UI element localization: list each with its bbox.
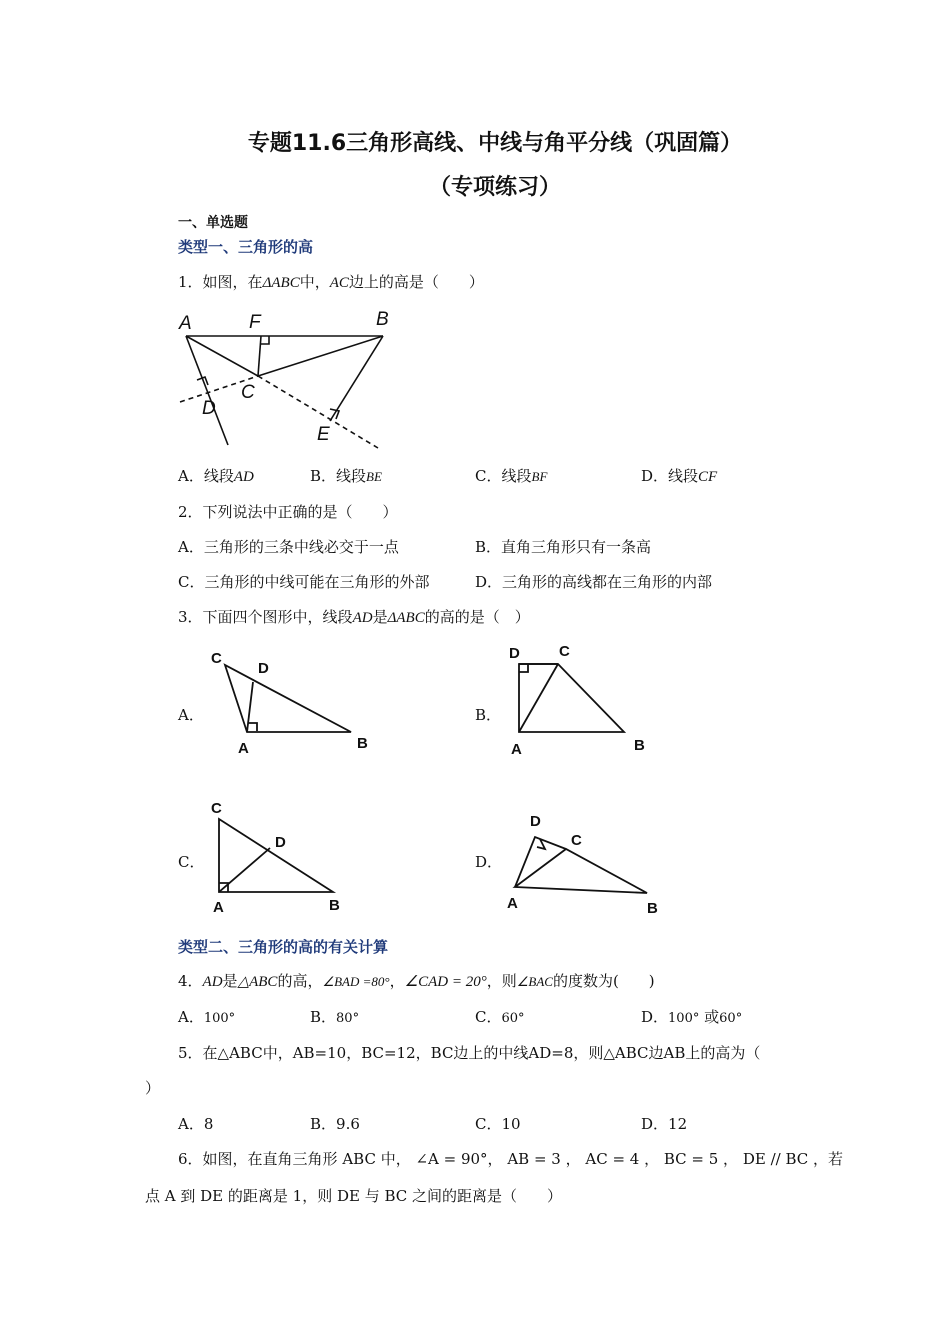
q2-option-a[interactable]: A．三角形的三条中线必交于一点 bbox=[178, 538, 399, 556]
q2-option-b[interactable]: B．直角三角形只有一条高 bbox=[475, 538, 652, 556]
question-number: 1． bbox=[178, 273, 203, 291]
figb-label-a: A bbox=[511, 741, 522, 758]
q5-option-d[interactable]: D．12 bbox=[641, 1115, 688, 1133]
question-2: 2．下列说法中正确的是（ ） bbox=[178, 503, 398, 521]
question-6-cont: 点 A 到 DE 的距离是 1，则 DE 与 BC 之间的距离是（ ） bbox=[145, 1187, 563, 1205]
q3-option-b[interactable]: B． bbox=[475, 706, 502, 724]
q5-option-b[interactable]: B．9.6 bbox=[310, 1115, 360, 1133]
type-heading-1: 类型一、三角形的高 bbox=[178, 238, 314, 256]
q1-option-b[interactable]: B．线段BE bbox=[310, 467, 382, 485]
figc-label-a: A bbox=[213, 899, 224, 916]
type-heading-2: 类型二、三角形的高的有关计算 bbox=[178, 938, 389, 956]
figa-label-c: C bbox=[211, 650, 222, 667]
q2-option-d[interactable]: D．三角形的高线都在三角形的内部 bbox=[475, 573, 713, 591]
q1-option-c[interactable]: C．线段BF bbox=[475, 467, 548, 485]
page-title: 专题11.6三角形高线、中线与角平分线（巩固篇） bbox=[247, 131, 743, 156]
question-1: 1．如图，在ΔABC中，AC边上的高是（ ） bbox=[178, 273, 484, 291]
q4-option-c[interactable]: C．60° bbox=[475, 1008, 525, 1026]
figd-label-c: C bbox=[571, 832, 582, 849]
figc-label-c: C bbox=[211, 800, 222, 817]
question-4: 4．AD是△ABC的高，∠BAD =80°，∠CAD = 20°，则∠BAC的度数为( ) bbox=[178, 972, 655, 990]
question-3: 3．下面四个图形中，线段AD是ΔABC的高的是（ ） bbox=[178, 608, 530, 626]
q4-option-d[interactable]: D．100° 或60° bbox=[641, 1008, 743, 1026]
figc-label-d: D bbox=[275, 834, 286, 851]
figa-label-b: B bbox=[357, 735, 368, 752]
q3-figure-b bbox=[500, 640, 670, 760]
question-6: 6．如图，在直角三角形 ABC 中， ∠A = 90°， AB = 3 ， AC = 4 ， BC = 5 ， DE // BC ，若 bbox=[178, 1150, 843, 1168]
q5-option-c[interactable]: C．10 bbox=[475, 1115, 521, 1133]
figb-label-b: B bbox=[634, 737, 645, 754]
q4-option-b[interactable]: B．80° bbox=[310, 1008, 360, 1026]
q3-option-d[interactable]: D． bbox=[475, 853, 503, 871]
q1-option-a[interactable]: A．线段AD bbox=[178, 467, 254, 485]
fig1-label-c: C bbox=[241, 382, 255, 403]
q4-option-a[interactable]: A．100° bbox=[178, 1008, 236, 1026]
page-subtitle: （专项练习） bbox=[428, 175, 561, 200]
figb-label-d: D bbox=[509, 645, 520, 662]
q3-figure-d bbox=[500, 805, 670, 920]
q1-option-d[interactable]: D．线段CF bbox=[641, 467, 718, 485]
q3-figure-a bbox=[205, 645, 375, 765]
fig1-label-d: D bbox=[202, 398, 216, 419]
q2-option-c[interactable]: C．三角形的中线可能在三角形的外部 bbox=[178, 573, 430, 591]
fig1-label-b: B bbox=[376, 309, 389, 330]
figd-label-a: A bbox=[507, 895, 518, 912]
fig1-label-e: E bbox=[317, 424, 330, 445]
figa-label-a: A bbox=[238, 740, 249, 757]
figa-label-d: D bbox=[258, 660, 269, 677]
question-5: 5．在△ABC中，AB=10，BC=12，BC边上的中线AD=8，则△ABC边AB上的高为（ bbox=[178, 1044, 761, 1062]
fig1-label-a: A bbox=[179, 313, 192, 334]
q3-option-c[interactable]: C． bbox=[178, 853, 205, 871]
q5-option-a[interactable]: A．8 bbox=[178, 1115, 214, 1133]
q3-option-a[interactable]: A． bbox=[178, 706, 204, 724]
figd-label-d: D bbox=[530, 813, 541, 830]
figd-label-b: B bbox=[647, 900, 658, 917]
q1-figure bbox=[170, 305, 400, 455]
section-heading: 一、单选题 bbox=[178, 215, 248, 231]
figc-label-b: B bbox=[329, 897, 340, 914]
question-5-cont: ） bbox=[145, 1079, 161, 1097]
figb-label-c: C bbox=[559, 643, 570, 660]
q3-figure-c bbox=[205, 795, 355, 920]
fig1-label-f: F bbox=[249, 312, 261, 333]
